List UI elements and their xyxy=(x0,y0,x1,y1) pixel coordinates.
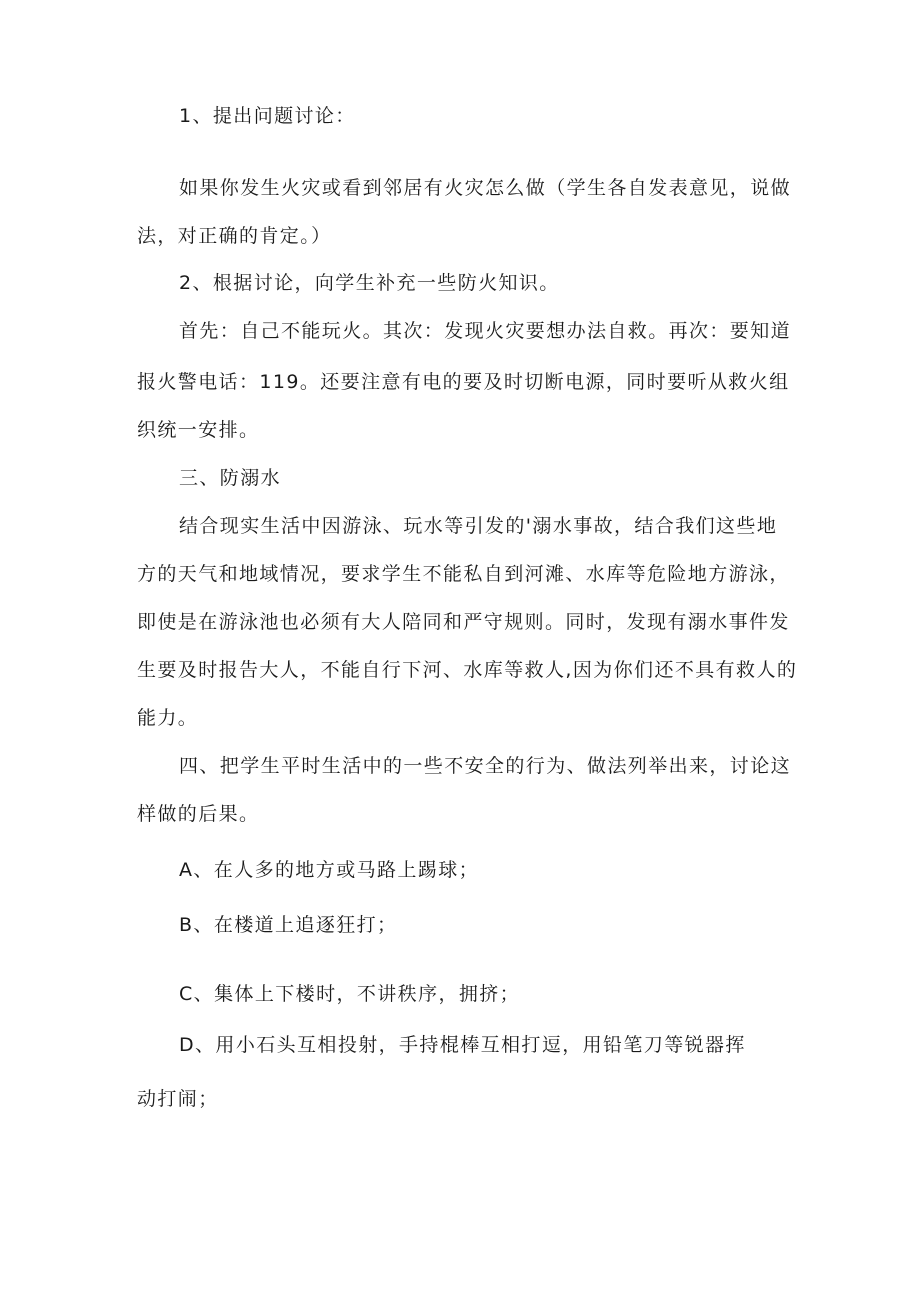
paragraph-line: 首先：自己不能玩火。其次：发现火灾要想办法自救。再次：要知道 xyxy=(179,320,792,342)
list-item-b: B、在楼道上追逐狂打； xyxy=(179,914,398,936)
paragraph-line: 样做的后果。 xyxy=(137,803,260,825)
paragraph-line: 生要及时报告大人，不能自行下河、水库等救人,因为你们还不具有救人的 xyxy=(137,659,798,681)
list-item-d: D、用小石头互相投射，手持棍棒互相打逗，用铅笔刀等锐器挥 xyxy=(179,1034,746,1056)
paragraph-line: 如果你发生火灾或看到邻居有火灾怎么做（学生各自发表意见，说做 xyxy=(179,177,792,199)
paragraph-line: 即使是在游泳池也必须有大人陪同和严守规则。同时，发现有溺水事件发 xyxy=(137,611,790,633)
paragraph-line: 织统一安排。 xyxy=(137,419,260,441)
list-item-d-continued: 动打闹； xyxy=(137,1088,219,1110)
item-1-heading: 1、提出问题讨论： xyxy=(179,105,356,127)
paragraph-line: 报火警电话：119。还要注意有电的要及时切断电源，同时要听从救火组 xyxy=(137,371,790,393)
paragraph-line: 能力。 xyxy=(137,707,199,729)
item-2-heading: 2、根据讨论，向学生补充一些防火知识。 xyxy=(179,272,560,294)
section-3-heading: 三、防溺水 xyxy=(179,467,282,489)
list-item-c: C、集体上下楼时，不讲秩序，拥挤； xyxy=(179,983,521,1005)
section-4-heading: 四、把学生平时生活中的一些不安全的行为、做法列举出来，讨论这 xyxy=(179,755,792,777)
list-item-a: A、在人多的地方或马路上踢球； xyxy=(179,859,479,881)
paragraph-line: 法，对正确的肯定。） xyxy=(137,225,332,247)
paragraph-line: 方的天气和地域情况，要求学生不能私自到河滩、水库等危险地方游泳， xyxy=(137,563,790,585)
paragraph-line: 结合现实生活中因游泳、玩水等引发的'溺水事故，结合我们这些地 xyxy=(179,515,778,537)
